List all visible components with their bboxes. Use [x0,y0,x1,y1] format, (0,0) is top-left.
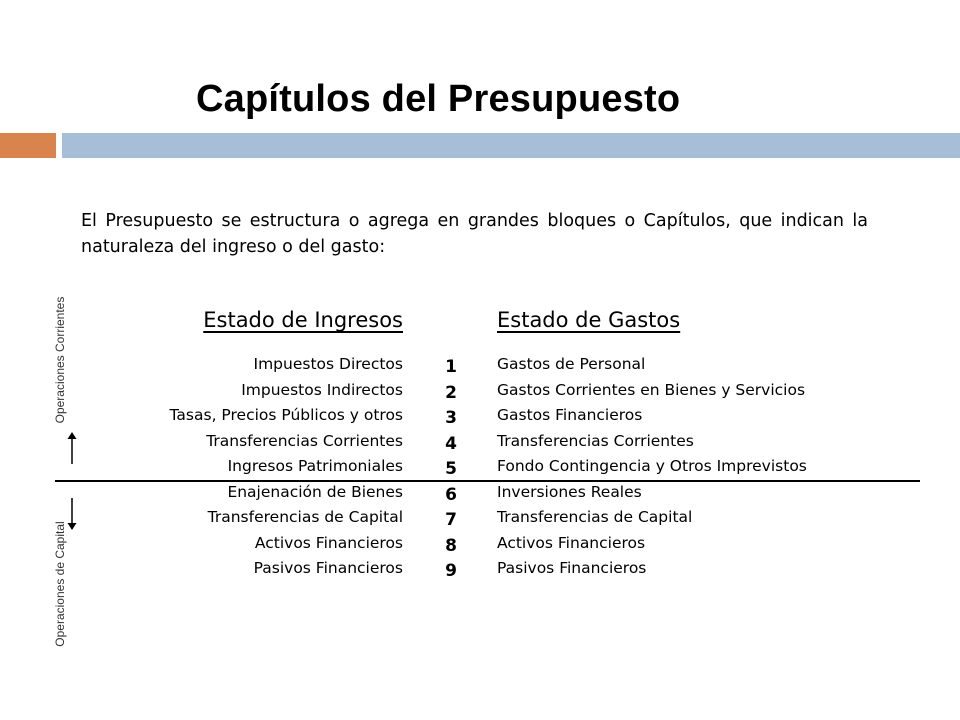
heading-estado-de-gastos: Estado de Gastos [497,308,681,332]
capitulo-number: 6 [445,484,457,505]
ingreso-item: Activos Financieros [254,533,403,552]
intro-paragraph: El Presupuesto se estructura o agrega en grandes bloques o Capítulos, que indican la naturaleza del ingreso o del gasto: [81,211,868,257]
capitulo-number: 1 [445,357,457,377]
capitulo-number: 3 [445,408,457,428]
capitulo-number: 9 [445,561,457,581]
capitulo-number: 2 [445,382,457,403]
gasto-item: Gastos de Personal [497,355,646,373]
accent-bar-blue [62,133,960,158]
gastos-list [497,352,807,582]
capitulo-numbers [436,355,466,585]
gasto-item: Inversiones Reales [497,482,642,501]
gasto-item: Activos Financieros [497,533,646,552]
capitulo-number: 5 [445,459,457,479]
ingreso-item: Pasivos Financieros [253,559,403,577]
gasto-item: Gastos Corrientes en Bienes y Servicios [497,380,806,399]
gasto-item: Gastos Financieros [497,406,643,424]
gasto-item: Transferencias de Capital [497,508,693,526]
gasto-item: Fondo Contingencia y Otros Imprevistos [497,457,807,475]
capitulo-number: 7 [445,510,457,530]
ingreso-item: Tasas, Precios Públicos y otros [169,406,403,424]
ingreso-item: Impuestos Indirectos [241,380,403,399]
operaciones-divider [55,480,920,482]
arrow-up-icon [66,432,78,466]
gasto-item: Transferencias Corrientes [497,431,694,450]
accent-bar-orange [0,133,56,158]
side-label-operaciones-corrientes: Operaciones Corrientes [53,296,67,424]
slide-title: Capítulos del Presupuesto [196,78,681,120]
ingreso-item: Ingresos Patrimoniales [227,457,403,475]
ingreso-item: Transferencias de Capital [207,508,403,526]
heading-estado-de-ingresos: Estado de Ingresos [203,308,403,332]
side-label-operaciones-de-capital: Operaciones de Capital [53,521,67,647]
ingreso-item: Enajenación de Bienes [227,482,403,501]
gasto-item: Pasivos Financieros [497,559,647,577]
ingreso-item: Transferencias Corrientes [206,431,403,450]
ingresos-list [170,352,403,582]
ingreso-item: Impuestos Directos [253,355,403,373]
capitulo-number: 8 [445,535,457,556]
capitulo-number: 4 [445,433,457,454]
